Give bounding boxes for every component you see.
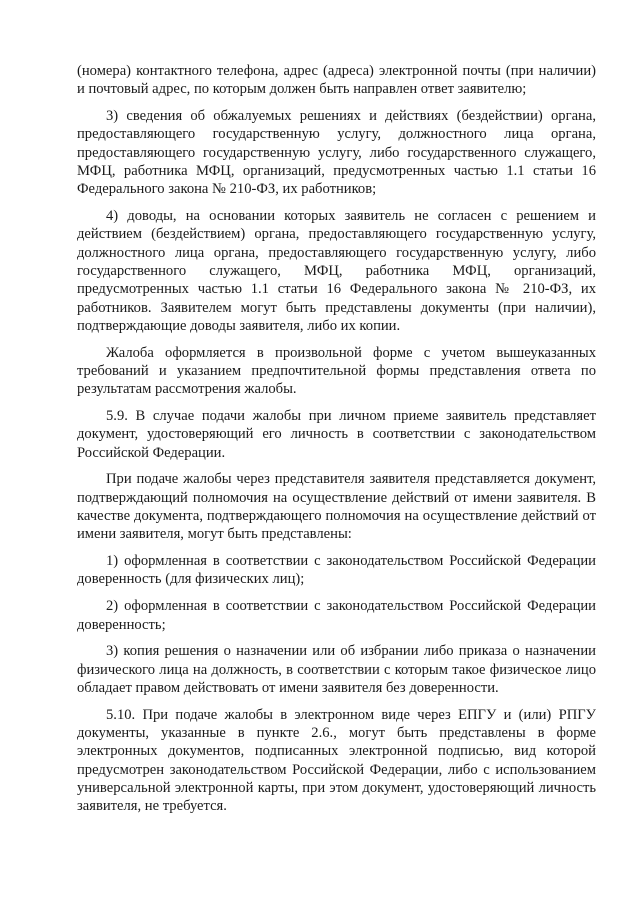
paragraph-list-item-3: 3) копия решения о назначении или об избрании либо приказа о назначении физического лица на должность, в соответствии с которым такое физическое лицо обладает правом действовать от имени заявителя без доверенности. xyxy=(77,643,596,696)
paragraph-item-3: 3) сведения об обжалуемых решениях и действиях (бездействии) органа, предоставляющего государственную услугу, должностного лица органа, предоставляющего государственную услугу, либо государственного служащего, МФЦ, работника МФЦ, организаций, предусмотренных частью 1.1 статьи 16 Федерального закона № 210-ФЗ, их работников; xyxy=(77,108,596,198)
paragraph-5-9: 5.9. В случае подачи жалобы при личном приеме заявитель представляет документ, удостоверяющий его личность в соответствии с законодательством Российской Федерации. xyxy=(77,408,596,461)
paragraph-list-item-1: 1) оформленная в соответствии с законодательством Российской Федерации доверенность (для физических лиц); xyxy=(77,553,596,588)
paragraph-representative: При подаче жалобы через представителя заявителя представляется документ, подтверждающий полномочия на осуществление действий от имени заявителя. В качестве документа, подтверждающего полномочия на осуществление действий от имени заявителя, могут быть представлены: xyxy=(77,471,596,543)
paragraph-list-item-2: 2) оформленная в соответствии с законодательством Российской Федерации доверенность; xyxy=(77,598,596,633)
paragraph-item-4: 4) доводы, на основании которых заявитель не согласен с решением и действием (бездействием) органа, предоставляющего государственную услугу, должностного лица органа, предоставляющего государственную услугу, либо государственного служащего, МФЦ, работника МФЦ, организаций, предусмотренных частью 1.1 статьи 16 Федерального закона № 210-ФЗ, их работников. Заявителем могут быть представлены документы (при наличии), подтверждающие доводы заявителя, либо их копии. xyxy=(77,208,596,334)
paragraph-complaint-form: Жалоба оформляется в произвольной форме с учетом вышеуказанных требований и указанием предпочтительной формы представления ответа по результатам рассмотрения жалобы. xyxy=(77,344,596,398)
paragraph-5-10: 5.10. При подаче жалобы в электронном виде через ЕПГУ и (или) РПГУ документы, указанные в пункте 2.6., могут быть представлены в форме электронных документов, подписанных электронной подписью, вид которой предусмотрен законодательством Российской Федерации, либо с использованием универсальной электронной карты, при этом документ, удостоверяющий личность заявителя, не требуется. xyxy=(77,706,596,815)
paragraph-contact-continuation: (номера) контактного телефона, адрес (адреса) электронной почты (при наличии) и почтовый адрес, по которым должен быть направлен ответ заявителю; xyxy=(77,63,596,98)
